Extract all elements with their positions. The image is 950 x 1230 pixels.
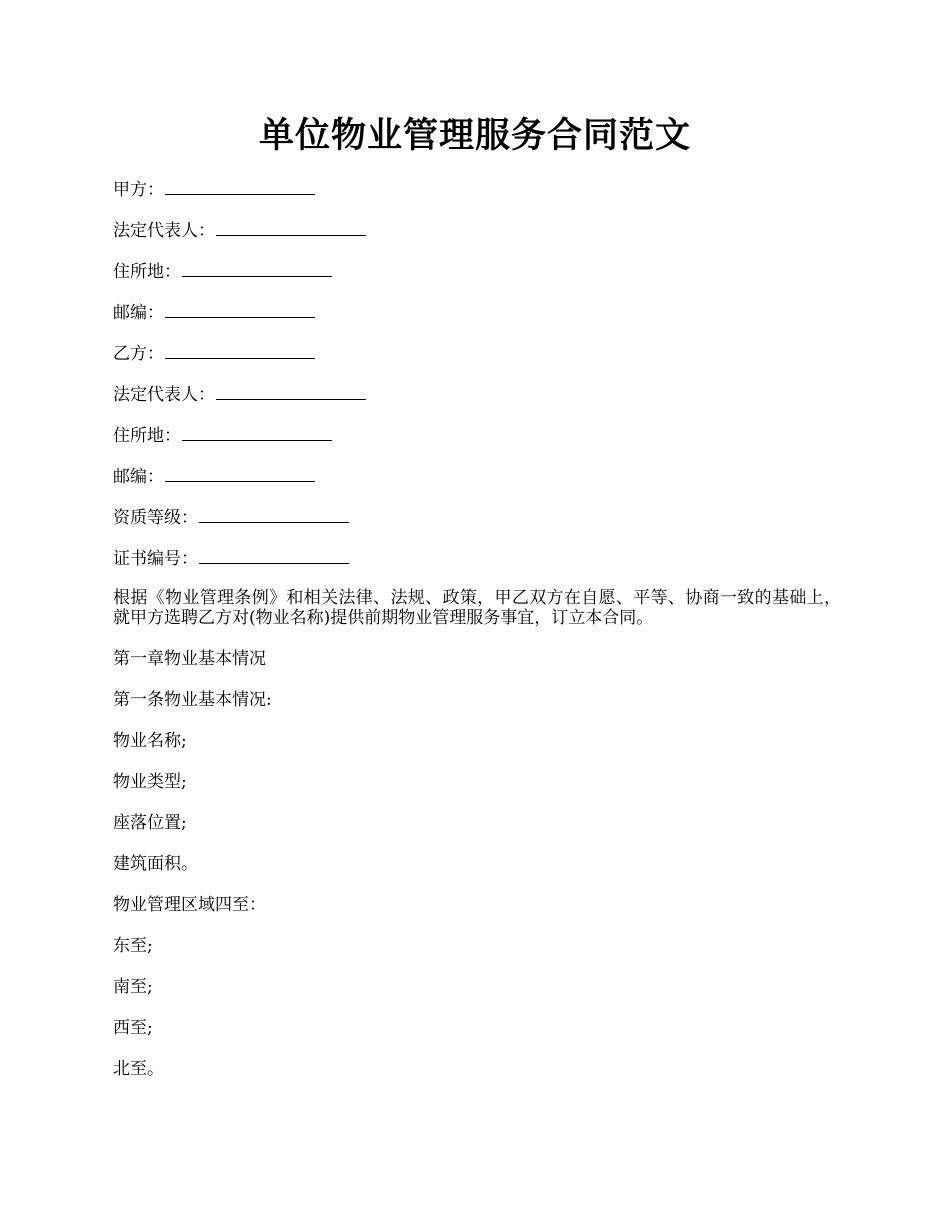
- north-boundary-line: 北至。: [113, 1059, 164, 1079]
- party-b-label: 乙方：: [113, 344, 164, 364]
- property-name-line: 物业名称;: [113, 731, 187, 751]
- party-b-line: [113, 342, 841, 364]
- qualification-label: 资质等级：: [113, 508, 198, 528]
- building-area-line: 建筑面积。: [113, 854, 198, 874]
- south-boundary-line: 南至;: [113, 977, 153, 997]
- party-a-representative-label: 法定代表人：: [113, 221, 215, 241]
- party-b-representative-blank: [216, 383, 366, 400]
- article-heading: 第一条物业基本情况:: [113, 690, 272, 710]
- party-a-representative-blank: [216, 219, 366, 236]
- party-a-postcode-line: [113, 301, 841, 323]
- boundaries-heading: 物业管理区域四至：: [113, 895, 266, 915]
- party-a-label: 甲方：: [113, 180, 164, 200]
- party-a-blank: [165, 178, 315, 195]
- party-a-postcode-blank: [165, 301, 315, 318]
- document-body: [113, 178, 841, 1099]
- certificate-line: [113, 547, 841, 569]
- west-boundary-line: 西至;: [113, 1018, 153, 1038]
- party-b-postcode-blank: [165, 465, 315, 482]
- preamble-paragraph: 根据《物业管理条例》和相关法律、法规、政策，甲乙双方在自愿、平等、协商一致的基础上，就甲方选聘乙方对(物业名称)提供前期物业管理服务事宜，订立本合同。: [113, 588, 841, 628]
- qualification-line: [113, 506, 841, 528]
- party-a-address-blank: [182, 260, 332, 277]
- party-b-postcode-line: [113, 465, 841, 487]
- document-title: 单位物业管理服务合同范文: [258, 115, 691, 156]
- certificate-label: 证书编号：: [113, 549, 198, 569]
- party-a-postcode-label: 邮编：: [113, 303, 164, 323]
- chapter-heading: 第一章物业基本情况: [113, 649, 266, 669]
- party-a-address-line: [113, 260, 841, 282]
- party-b-address-line: [113, 424, 841, 446]
- party-b-address-blank: [182, 424, 332, 441]
- party-b-postcode-label: 邮编：: [113, 467, 164, 487]
- party-b-blank: [165, 342, 315, 359]
- qualification-blank: [199, 506, 349, 523]
- east-boundary-line: 东至;: [113, 936, 153, 956]
- party-b-address-label: 住所地：: [113, 426, 181, 446]
- certificate-blank: [199, 547, 349, 564]
- party-b-representative-line: [113, 383, 841, 405]
- party-a-representative-line: [113, 219, 841, 241]
- party-a-address-label: 住所地：: [113, 262, 181, 282]
- location-line: 座落位置;: [113, 813, 187, 833]
- property-type-line: 物业类型;: [113, 772, 187, 792]
- party-a-line: [113, 178, 841, 200]
- party-b-representative-label: 法定代表人：: [113, 385, 215, 405]
